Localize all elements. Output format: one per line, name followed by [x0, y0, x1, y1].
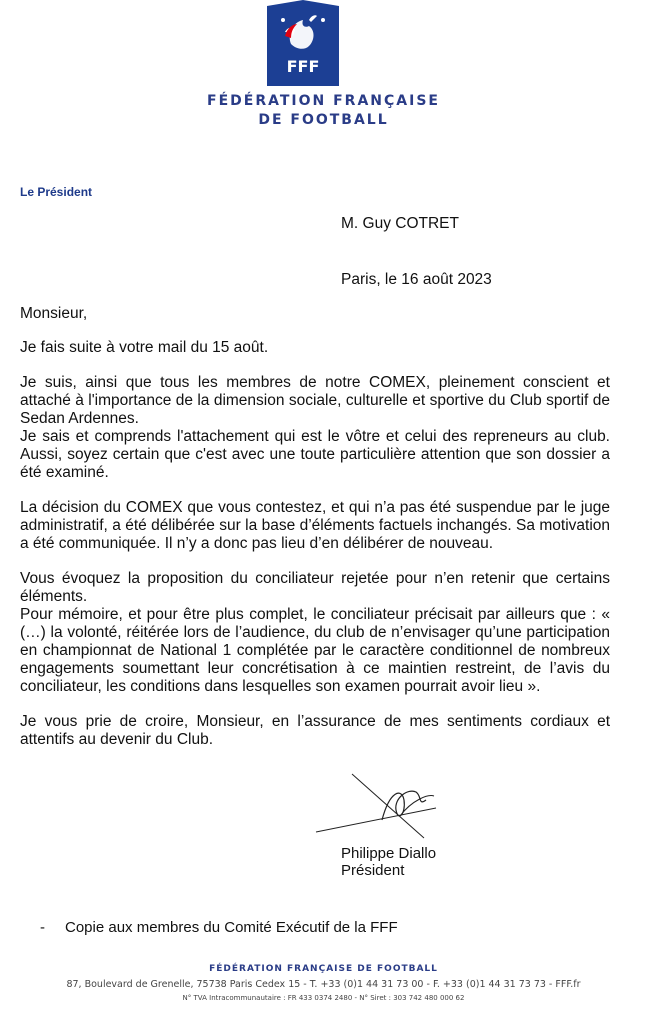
paragraph: Je suis, ainsi que tous les membres de notre COMEX, pleinement conscient et attaché à l'importance de la dimension sociale, culturelle et sportive du Club sportif de Sedan Ardennes.: [20, 374, 610, 427]
signatory-name: Philippe Diallo: [341, 845, 437, 862]
salutation: Monsieur,: [20, 305, 88, 322]
letter-body: [20, 305, 610, 766]
paragraph: Je fais suite à votre mail du 15 août.: [20, 339, 269, 356]
paragraph: Vous évoquez la proposition du conciliateur rejetée pour n’en retenir que certains éléments.: [20, 570, 610, 605]
footer-address: 87, Boulevard de Grenelle, 75738 Paris Cedex 15 - T. +33 (0)1 44 31 73 00 - F. +33 (0)1 44 31 73 73 - FFF.fr: [66, 979, 581, 990]
list-dash: -: [40, 919, 45, 936]
paragraph: Pour mémoire, et pour être plus complet, le conciliateur précisait par ailleurs que : « (…) la volonté, réitérée lors de l’audience, du club de n’envisager qu’une participation en championnat de National 1 complétée par le caractère conditionnel de nombreux engagements soumettant leur concrétisation à ce maintien restreint, de l’avis du conciliateur, les conditions dans lesquelles son examen pourrait avoir lieu ».: [20, 606, 610, 695]
copy-line: [40, 919, 398, 936]
signature-block: [341, 845, 436, 879]
recipient: M. Guy COTRET: [341, 215, 459, 232]
org-name-line1: FÉDÉRATION FRANÇAISE: [207, 93, 440, 109]
footer-ids: N° TVA Intracommunautaire : FR 433 0374 2480 - N° Siret : 303 742 480 000 62: [182, 994, 465, 1002]
signatory-title: Président: [341, 862, 405, 879]
paragraph: Je vous prie de croire, Monsieur, en l’assurance de mes sentiments cordiaux et attentifs au devenir du Club.: [20, 713, 610, 748]
sender-label: Le Président: [20, 185, 93, 199]
copy-text: Copie aux membres du Comité Exécutif de la FFF: [65, 919, 398, 936]
logo-star-right: [321, 18, 325, 22]
date-line: Paris, le 16 août 2023: [341, 271, 492, 288]
footer-title: FÉDÉRATION FRANÇAISE DE FOOTBALL: [209, 964, 438, 974]
logo-text: FFF: [286, 57, 320, 76]
logo-star-left: [281, 18, 285, 22]
paragraph: La décision du COMEX que vous contestez, et qui n’a pas été suspendue par le juge administratif, a été délibérée sur la base d’éléments factuels inchangés. Sa motivation a été communiquée. Il n’y a donc pas lieu d’en délibérer de nouveau.: [20, 499, 610, 552]
paragraph: Je sais et comprends l'attachement qui est le vôtre et celui des repreneurs au club. Aussi, soyez certain que c'est avec une toute particulière attention que son dossier a été examiné.: [20, 428, 610, 481]
fff-logo: [263, 0, 343, 86]
org-name-line2: DE FOOTBALL: [258, 112, 389, 128]
signature-image: [312, 770, 442, 840]
